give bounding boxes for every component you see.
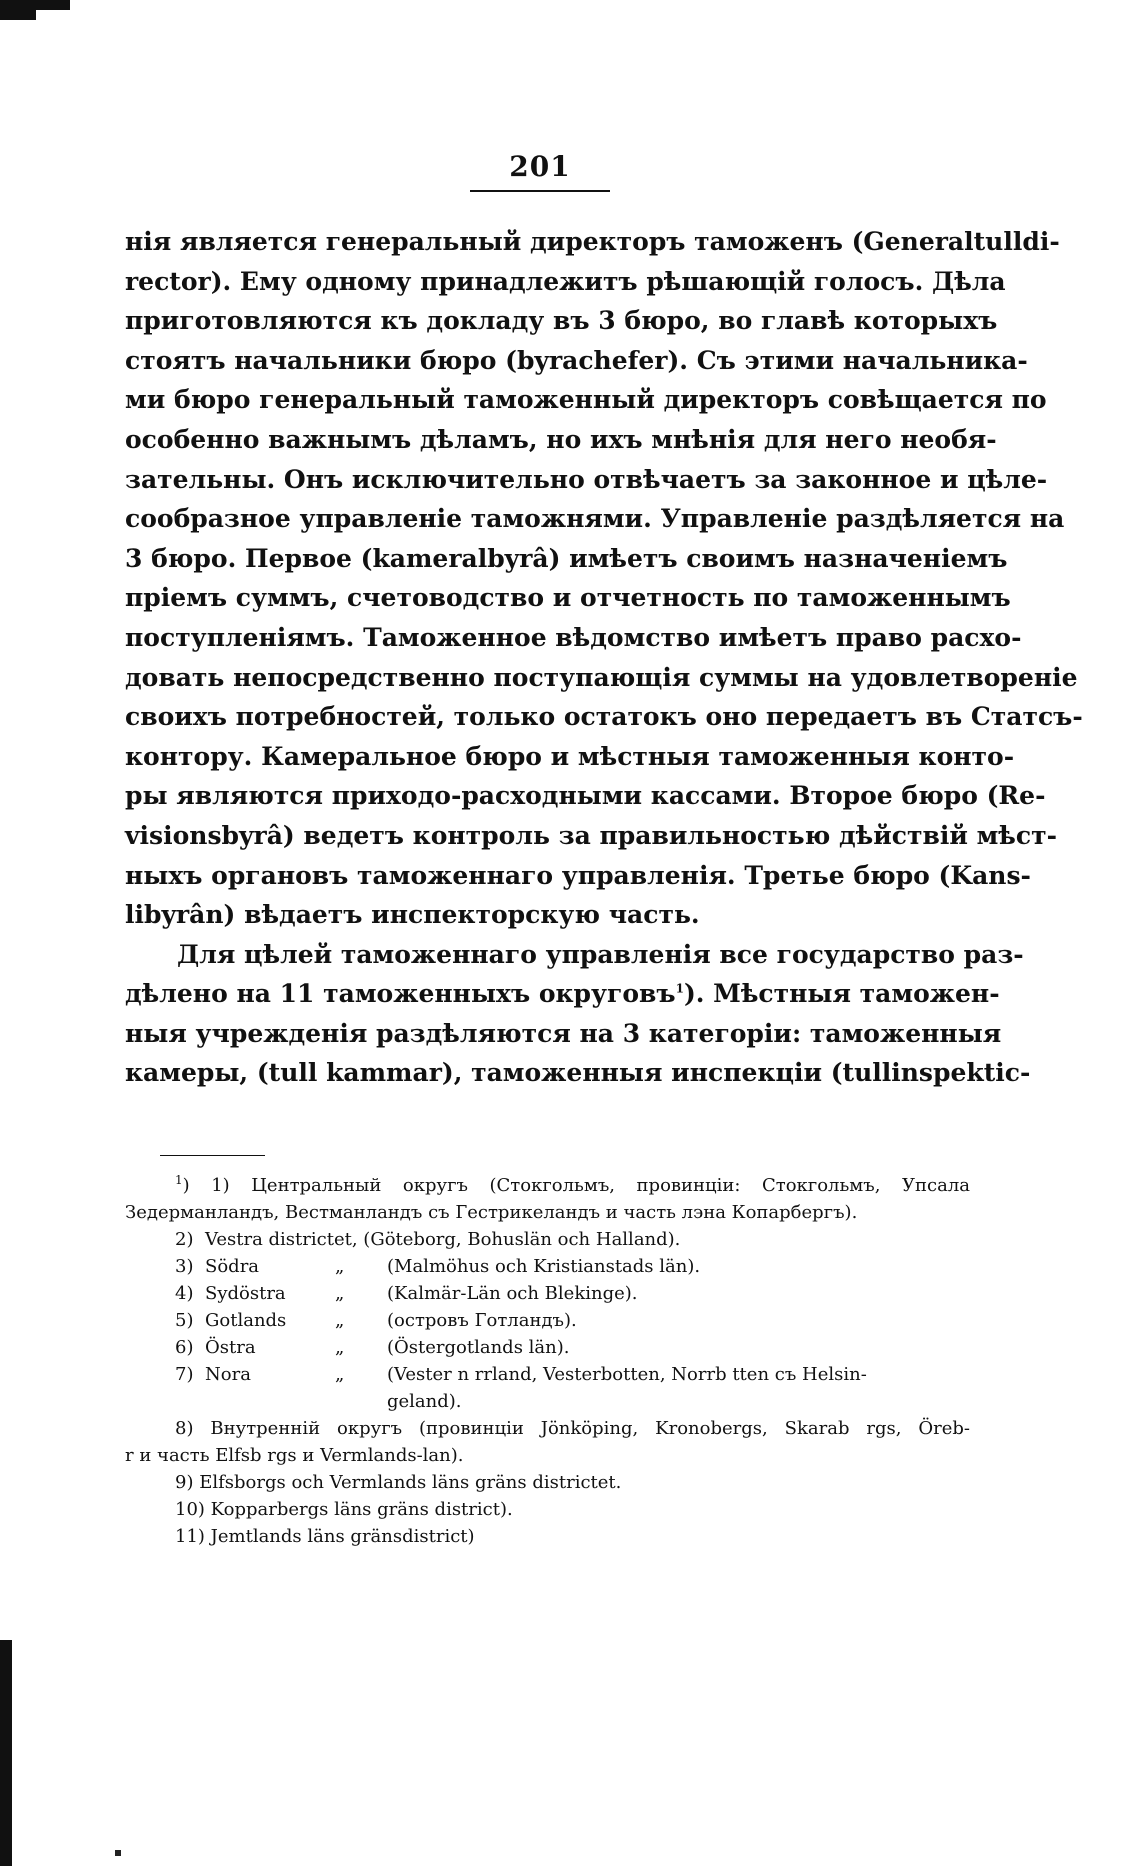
text-line: сообразное управленіе таможнями. Управленіе раздѣляется на bbox=[125, 504, 1065, 534]
footnote-item-name: Södra bbox=[205, 1256, 260, 1277]
footnote-item-name: Sydöstra bbox=[205, 1283, 286, 1304]
footnote-item bbox=[125, 1253, 970, 1280]
main-text bbox=[125, 222, 1083, 1093]
footnote-item-name: Gotlands bbox=[205, 1310, 287, 1331]
footnote-item bbox=[125, 1334, 970, 1361]
text-line: довать непосредственно поступающія суммы на удовлетвореніе bbox=[125, 662, 1078, 692]
ditto-mark: „ bbox=[335, 1283, 345, 1304]
footnote-item bbox=[125, 1361, 970, 1388]
text-line: камеры, (tull kammar), таможенныя инспекціи (tullinspektic- bbox=[125, 1058, 1031, 1088]
footnote-item-detail: (Göteborg, Bohuslän och Halland). bbox=[363, 1229, 681, 1250]
footnote-item-detail: (островъ Готландъ). bbox=[387, 1310, 577, 1331]
text-line: стоятъ начальники бюро (byrachefer). Съ этими начальника- bbox=[125, 345, 1028, 375]
text-line: Для цѣлей таможеннаго управленія все государство раз- bbox=[177, 939, 1024, 969]
text-line: libyrân) вѣдаетъ инспекторскую часть. bbox=[125, 900, 700, 930]
footnote-item-detail: (Östergotlands län). bbox=[387, 1337, 570, 1358]
footnote-item bbox=[125, 1307, 970, 1334]
text-line: зательны. Онъ исключительно отвѣчаетъ за законное и цѣле- bbox=[125, 464, 1048, 494]
text-line: 3 бюро. Первое (kameralbyrâ) имѣетъ своимъ назначеніемъ bbox=[125, 543, 1008, 573]
footnote-item-detail: (Vester n rrland, Vesterbotten, Norrb tten съ Helsin- bbox=[387, 1364, 867, 1385]
footnote-item-number: 5) bbox=[175, 1310, 194, 1331]
footnote-item-number: 4) bbox=[175, 1283, 194, 1304]
text-line: особенно важнымъ дѣламъ, но ихъ мнѣнія для него необя- bbox=[125, 424, 997, 454]
footnote-item-detail: (Kalmär-Län och Blekinge). bbox=[387, 1283, 638, 1304]
scan-speck bbox=[115, 1850, 121, 1856]
footnote-item bbox=[125, 1226, 970, 1253]
scan-edge-shadow bbox=[0, 1640, 12, 1866]
footnote-item-number: 3) bbox=[175, 1256, 194, 1277]
text-line: своихъ потребностей, только остатокъ оно передаетъ въ Статсъ- bbox=[125, 702, 1083, 732]
text-line: нія является генеральный директоръ таможенъ (Generaltulldi- bbox=[125, 227, 1060, 256]
text-line: ныя учрежденія раздѣляются на 3 категоріи: таможенныя bbox=[125, 1018, 1002, 1048]
footnote-item-number: 2) bbox=[175, 1229, 194, 1250]
footnote-item-name: Östra bbox=[205, 1337, 256, 1358]
page-number-rule bbox=[470, 190, 610, 192]
footnote-item-number: 7) bbox=[175, 1364, 194, 1385]
text-line: ныхъ органовъ таможеннаго управленія. Третье бюро (Kans- bbox=[125, 860, 1031, 890]
footnote-item-name: Nora bbox=[205, 1364, 251, 1385]
ditto-mark: „ bbox=[335, 1256, 345, 1277]
text-line: visionsbyrâ) ведетъ контроль за правильностью дѣйствій мѣст- bbox=[125, 820, 1057, 850]
ditto-mark: „ bbox=[335, 1364, 345, 1385]
text-line: контору. Камеральное бюро и мѣстныя таможенныя конто- bbox=[125, 741, 1015, 771]
footnote-item-detail: (Malmöhus och Kristianstads län). bbox=[387, 1256, 701, 1277]
footnote-line: geland). bbox=[387, 1391, 462, 1412]
footnote-line: r и часть Elfsb rgs и Vermlands-lan). bbox=[125, 1445, 464, 1466]
footnote-line: 10) Kopparbergs läns gräns district). bbox=[175, 1499, 513, 1520]
footnote-item-number: 6) bbox=[175, 1337, 194, 1358]
footnote-item-name-text: Vestra districtet, bbox=[205, 1229, 358, 1250]
text-line: приготовляются къ докладу въ 3 бюро, во главѣ которыхъ bbox=[125, 306, 998, 336]
text-fragment: дѣлено на 11 таможенныхъ округовъ bbox=[125, 979, 676, 1009]
ditto-mark: „ bbox=[335, 1337, 345, 1358]
footnotes bbox=[125, 1172, 970, 1550]
footnote-item bbox=[125, 1280, 970, 1307]
ditto-mark: „ bbox=[335, 1310, 345, 1331]
page-number: 201 bbox=[509, 150, 571, 183]
footnote-line bbox=[125, 1172, 970, 1199]
text-line: поступленіямъ. Таможенное вѣдомство имѣетъ право расхо- bbox=[125, 622, 1022, 652]
text-line: ми бюро генеральный таможенный директоръ совѣщается по bbox=[125, 385, 1047, 415]
text-line: rector). Ему одному принадлежитъ рѣшающій голосъ. Дѣла bbox=[125, 266, 1006, 296]
scan-corner-mark bbox=[0, 0, 70, 10]
footnote-marker: 1 bbox=[675, 981, 684, 996]
footnote-marker: 1 bbox=[175, 1173, 183, 1187]
text-line bbox=[125, 974, 1000, 1014]
footnote-separator bbox=[160, 1155, 265, 1156]
text-line: пріемъ суммъ, счетоводство и отчетность по таможеннымъ bbox=[125, 583, 1011, 613]
text-fragment: ). Мѣстныя таможен- bbox=[683, 979, 1000, 1009]
text-line: ры являются приходо-расходными кассами. Второе бюро (Re- bbox=[125, 781, 1046, 811]
footnote-line: 8) Внутренній округъ (провинціи Jönköping, Kronobergs, Skarab rgs, Öreb- bbox=[175, 1418, 970, 1439]
footnote-line: Зедерманландъ, Вестманландъ съ Гестрикеландъ и часть лэна Копарбергъ). bbox=[125, 1202, 858, 1223]
footnote-line: 11) Jemtlands läns gränsdistrict) bbox=[175, 1526, 475, 1547]
footnote-line: 9) Elfsborgs och Vermlands läns gräns districtet. bbox=[175, 1472, 622, 1493]
footnote-item-name bbox=[205, 1226, 680, 1253]
footnote-text: ) 1) Центральный округъ (Стокгольмъ, провинціи: Стокгольмъ, Упсала bbox=[182, 1175, 970, 1196]
